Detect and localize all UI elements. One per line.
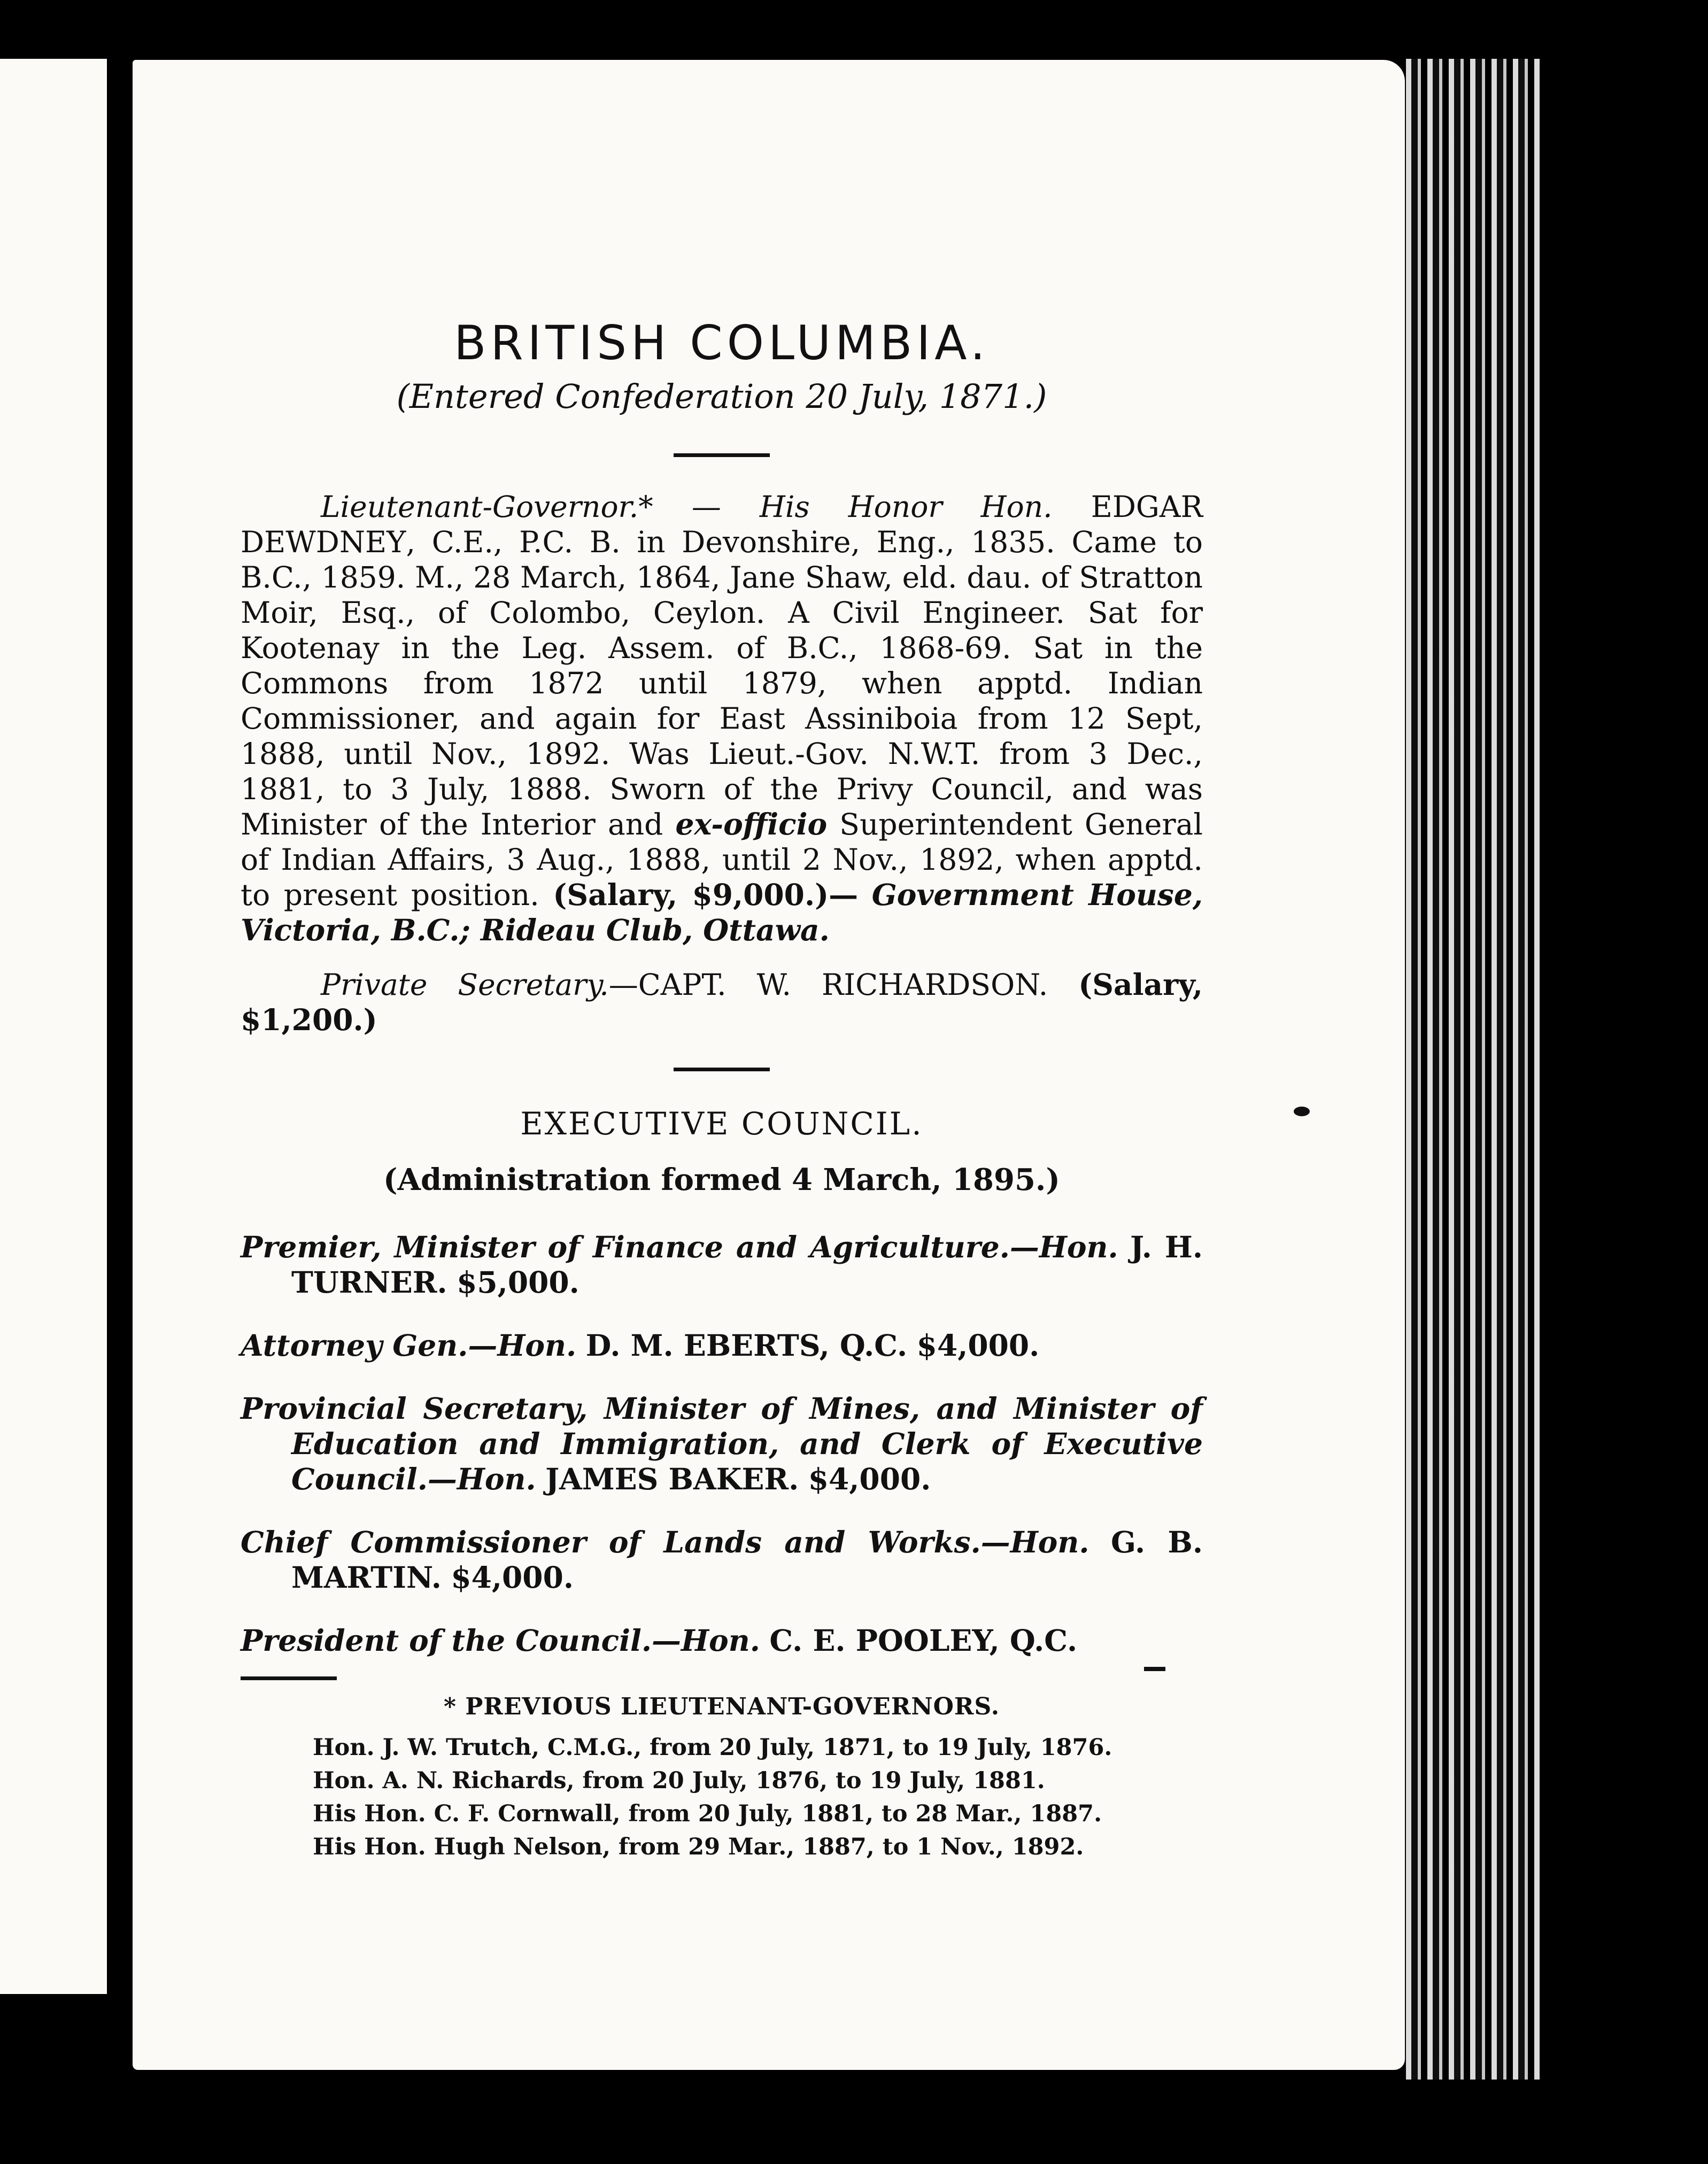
previous-governor: Hon. J. W. Trutch, C.M.G., from 20 July, 1871, to 19 July, 1876. xyxy=(313,1734,1112,1761)
council-salary: $5,000. xyxy=(457,1265,579,1300)
divider xyxy=(674,1068,770,1071)
council-heading: EXECUTIVE COUNCIL. xyxy=(520,1106,923,1142)
lt-governor-salary: (Salary, $9,000.)— xyxy=(553,877,859,912)
lt-governor-role: Lieutenant-Governor.* xyxy=(321,490,653,524)
page-subtitle: (Entered Confederation 20 July, 1871.) xyxy=(396,377,1047,416)
adjacent-page-edge xyxy=(0,59,107,1994)
council-name: C. E. POOLEY, Q.C. xyxy=(769,1623,1078,1658)
council-office: President of the Council.—Hon. xyxy=(241,1623,760,1658)
council-name: JAMES BAKER. xyxy=(545,1462,799,1496)
private-secretary-role: Private Secretary. xyxy=(321,968,609,1002)
lt-governor-entry xyxy=(241,489,1203,948)
council-name: J. H. TURNER. xyxy=(291,1230,1203,1300)
council-office: Chief Commissioner of Lands and Works.—Hon. xyxy=(241,1525,1089,1559)
council-office: Premier, Minister of Finance and Agriculture.—Hon. xyxy=(241,1230,1118,1264)
ex-officio-text: ex-officio xyxy=(675,807,828,841)
council-subheading: (Administration formed 4 March, 1895.) xyxy=(383,1162,1060,1197)
divider xyxy=(674,453,770,457)
page-content xyxy=(241,315,1203,1864)
council-list xyxy=(241,1230,1203,1658)
previous-governor: His Hon. C. F. Cornwall, from 20 July, 1881, to 28 Mar., 1887. xyxy=(313,1800,1102,1827)
private-secretary-entry xyxy=(241,967,1203,1038)
footnote-divider xyxy=(241,1676,337,1680)
lt-governor-address: Government House, Victoria, B.C.; Rideau Club, Ottawa. xyxy=(241,877,1203,947)
council-member xyxy=(241,1525,1203,1595)
council-member xyxy=(241,1623,1203,1658)
lt-governor-bio-cont: Superintendent General of Indian Affairs, 3 Aug., 1888, until 2 Nov., 1892, when apptd. to present position. xyxy=(241,807,1203,912)
council-member xyxy=(241,1391,1203,1497)
council-office: Provincial Secretary, Minister of Mines, and Minister of Education and Immigration, and Clerk of Executive Council.—Hon. xyxy=(241,1391,1203,1496)
private-secretary-name: —CAPT. W. RICHARDSON. xyxy=(608,968,1048,1002)
lt-governor-bio: , C.E., P.C. B. in Devonshire, Eng., 1835. Came to B.C., 1859. M., 28 March, 1864, Jane Shaw, eld. dau. of Stratton Moir, Esq., of Colombo, Ceylon. A Civil Engineer. Sat for Kootenay in the Leg. Assem. of B.C., 1868-69. Sat in the Commons from 1872 until 1879, when apptd. Indian Commissioner, and again for East Assiniboia from 12 Sept, 1888, until Nov., 1892. Was Lieut.-Gov. N.W.T. from 3 Dec., 1881, to 3 July, 1888. Sworn of the Privy Council, and was Minister of the Interior and xyxy=(241,525,1203,841)
council-salary: $4,000. xyxy=(916,1328,1040,1363)
lt-governor-name: EDGAR DEWDNEY xyxy=(241,490,1203,559)
council-salary: $4,000. xyxy=(808,1462,931,1496)
council-name: D. M. EBERTS, Q.C. xyxy=(585,1328,908,1363)
speck-mark xyxy=(1294,1107,1310,1116)
council-office: Attorney Gen.—Hon. xyxy=(241,1328,577,1363)
previous-governors-heading: * PREVIOUS LIEUTENANT-GOVERNORS. xyxy=(443,1693,1000,1720)
private-secretary-salary: (Salary, $1,200.) xyxy=(241,967,1203,1037)
council-member xyxy=(241,1230,1203,1300)
page-stack-edge xyxy=(1406,59,1540,2080)
honorific: — His Honor Hon. xyxy=(691,490,1053,524)
previous-governors-list xyxy=(241,1731,1203,1864)
council-salary: $4,000. xyxy=(451,1560,574,1595)
council-member xyxy=(241,1328,1203,1363)
page-title: BRITISH COLUMBIA. xyxy=(454,315,990,370)
council-name: G. B. MARTIN. xyxy=(291,1525,1203,1595)
previous-governor: Hon. A. N. Richards, from 20 July, 1876, to 19 July, 1881. xyxy=(313,1767,1045,1794)
previous-governor: His Hon. Hugh Nelson, from 29 Mar., 1887, to 1 Nov., 1892. xyxy=(313,1834,1084,1860)
